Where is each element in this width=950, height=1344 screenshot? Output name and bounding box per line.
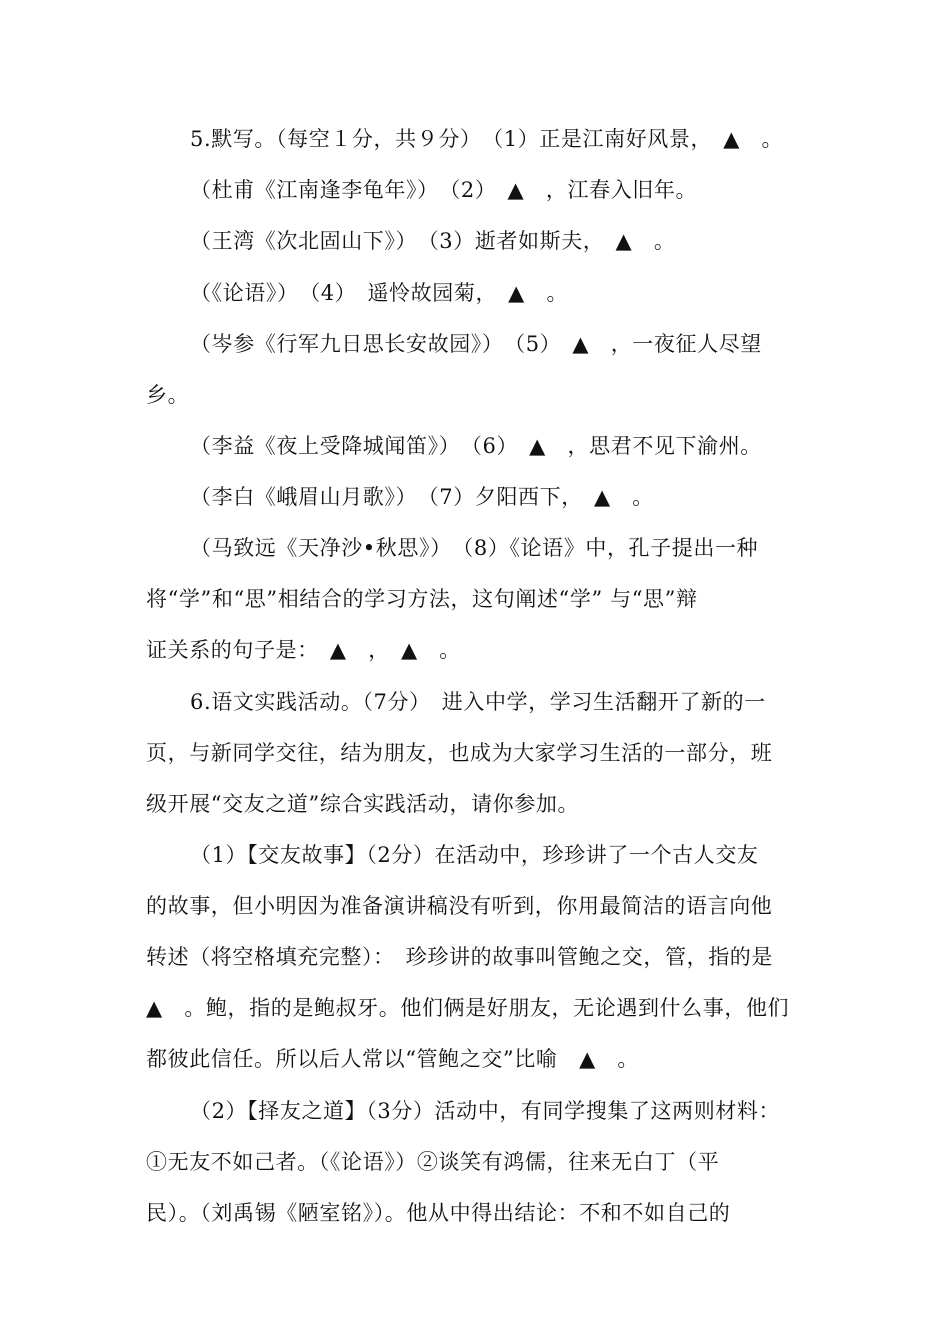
text-line: （岑参《行军九日思长安故园》） （5） ▲ ，一夜征人尽望	[190, 332, 762, 356]
text-line: （李白《峨眉山月歌》） （7）夕阳西下， ▲ 。	[190, 485, 654, 509]
text-line: （李益《夜上受降城闻笛》） （6） ▲ ，思君不见下渝州。	[190, 434, 762, 458]
text-line: ①无友不如己者。（《论语》）②谈笑有鸿儒，往来无白丁（平	[146, 1150, 720, 1174]
text-line: （杜甫《江南逢李龟年》） （2） ▲ ，江春入旧年。	[190, 178, 698, 202]
text-line: 乡。	[146, 383, 190, 407]
text-line: 5.默写。（每空１分，共９分） （1）正是江南好风景， ▲ 。	[190, 127, 784, 151]
text-line: 民）。（刘禹锡《陋室铭》）。他从中得出结论：不和不如自己的	[146, 1201, 731, 1225]
text-line: ▲ 。鲍，指的是鲍叔牙。他们俩是好朋友，无论遇到什么事，他们	[146, 996, 790, 1020]
text-line: （《论语》） （4） 遥怜故园菊， ▲ 。	[190, 281, 569, 305]
text-line: 级开展“交友之道”综合实践活动，请你参加。	[146, 792, 580, 816]
text-line: 的故事，但小明因为准备演讲稿没有听到，你用最简洁的语言向他	[146, 894, 773, 918]
text-line: 6.语文实践活动。（7分） 进入中学，学习生活翻开了新的一	[190, 690, 766, 714]
text-line: （马致远《天净沙•秋思》） （8）《论语》中，孔子提出一种	[190, 536, 759, 560]
text-line: 将“学”和“思”相结合的学习方法，这句阐述“学” 与“思”辩	[146, 587, 698, 611]
text-line: 证关系的句子是： ▲ ， ▲ 。	[146, 638, 461, 662]
text-line: （王湾《次北固山下》） （3）逝者如斯夫， ▲ 。	[190, 229, 676, 253]
text-line: 都彼此信任。所以后人常以“管鲍之交”比喻 ▲ 。	[146, 1047, 640, 1071]
text-line: （2）【择友之道】（3分）活动中，有同学搜集了这两则材料：	[190, 1099, 781, 1123]
text-line: （1）【交友故事】（2分）在活动中，珍珍讲了一个古人交友	[190, 843, 759, 867]
text-line: 转述（将空格填充完整）： 珍珍讲的故事叫管鲍之交，管，指的是	[146, 945, 773, 969]
text-line: 页，与新同学交往，结为朋友，也成为大家学习生活的一部分，班	[146, 741, 773, 765]
